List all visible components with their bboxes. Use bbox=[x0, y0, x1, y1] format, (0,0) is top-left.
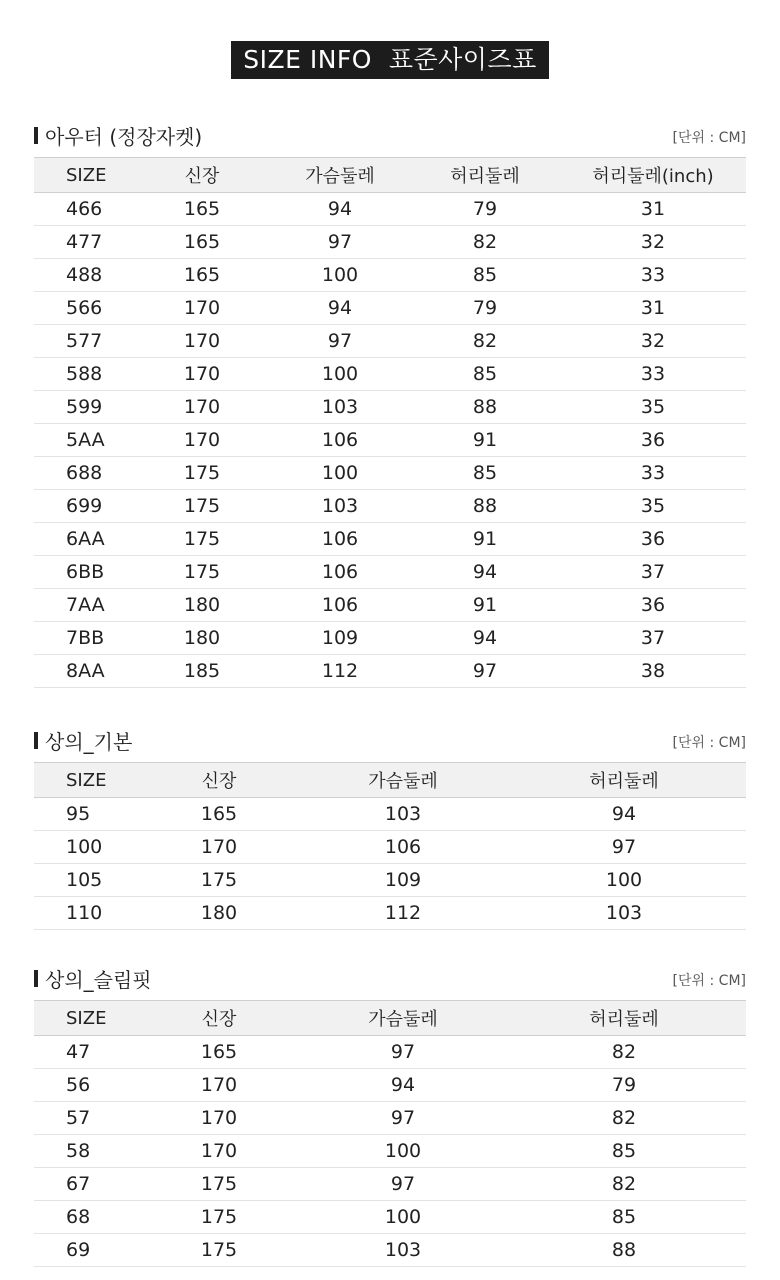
measure-cell: 97 bbox=[270, 325, 410, 358]
unit-label: [단위 : CM] bbox=[672, 130, 746, 146]
table-row bbox=[34, 798, 746, 831]
unit-label: [단위 : CM] bbox=[672, 973, 746, 989]
measure-cell: 33 bbox=[560, 259, 746, 292]
measure-cell: 82 bbox=[502, 1036, 746, 1069]
size-table bbox=[34, 762, 746, 930]
measure-cell: 100 bbox=[304, 1201, 502, 1234]
size-cell: 566 bbox=[34, 292, 134, 325]
unit-label: [단위 : CM] bbox=[672, 735, 746, 751]
measure-cell: 88 bbox=[410, 490, 560, 523]
measure-cell: 33 bbox=[560, 457, 746, 490]
section-title-text: 상의_슬림핏 bbox=[45, 968, 152, 992]
column-header: SIZE bbox=[34, 158, 134, 193]
size-cell: 69 bbox=[34, 1234, 134, 1267]
measure-cell: 79 bbox=[410, 193, 560, 226]
table-row bbox=[34, 292, 746, 325]
measure-cell: 175 bbox=[134, 457, 270, 490]
measure-cell: 32 bbox=[560, 325, 746, 358]
measure-cell: 79 bbox=[410, 292, 560, 325]
section-top-slimfit bbox=[34, 964, 746, 1267]
measure-cell: 85 bbox=[410, 457, 560, 490]
measure-cell: 175 bbox=[134, 490, 270, 523]
measure-cell: 100 bbox=[502, 864, 746, 897]
measure-cell: 85 bbox=[410, 259, 560, 292]
measure-cell: 165 bbox=[134, 226, 270, 259]
table-row bbox=[34, 358, 746, 391]
section-marker-icon bbox=[34, 732, 38, 749]
measure-cell: 112 bbox=[304, 897, 502, 930]
measure-cell: 170 bbox=[134, 1135, 304, 1168]
section-marker-icon bbox=[34, 970, 38, 987]
measure-cell: 100 bbox=[304, 1135, 502, 1168]
measure-cell: 165 bbox=[134, 798, 304, 831]
size-cell: 688 bbox=[34, 457, 134, 490]
measure-cell: 103 bbox=[304, 1234, 502, 1267]
size-cell: 56 bbox=[34, 1069, 134, 1102]
measure-cell: 106 bbox=[270, 589, 410, 622]
column-header: 가슴둘레 bbox=[270, 158, 410, 193]
table-row bbox=[34, 864, 746, 897]
size-cell: 68 bbox=[34, 1201, 134, 1234]
measure-cell: 91 bbox=[410, 523, 560, 556]
measure-cell: 31 bbox=[560, 292, 746, 325]
size-cell: 488 bbox=[34, 259, 134, 292]
column-header: 신장 bbox=[134, 1001, 304, 1036]
measure-cell: 175 bbox=[134, 556, 270, 589]
measure-cell: 88 bbox=[410, 391, 560, 424]
table-row bbox=[34, 259, 746, 292]
measure-cell: 170 bbox=[134, 358, 270, 391]
measure-cell: 91 bbox=[410, 589, 560, 622]
measure-cell: 97 bbox=[304, 1168, 502, 1201]
table-row bbox=[34, 1036, 746, 1069]
measure-cell: 180 bbox=[134, 622, 270, 655]
measure-cell: 165 bbox=[134, 193, 270, 226]
measure-cell: 97 bbox=[304, 1036, 502, 1069]
measure-cell: 170 bbox=[134, 831, 304, 864]
measure-cell: 94 bbox=[270, 292, 410, 325]
page-title: SIZE INFO 표준사이즈표 bbox=[231, 41, 549, 79]
measure-cell: 109 bbox=[270, 622, 410, 655]
table-header-row bbox=[34, 1001, 746, 1036]
table-header-row bbox=[34, 158, 746, 193]
measure-cell: 94 bbox=[270, 193, 410, 226]
section-header bbox=[34, 726, 746, 762]
table-row bbox=[34, 1234, 746, 1267]
measure-cell: 91 bbox=[410, 424, 560, 457]
measure-cell: 82 bbox=[410, 325, 560, 358]
measure-cell: 180 bbox=[134, 589, 270, 622]
table-row bbox=[34, 622, 746, 655]
column-header: 가슴둘레 bbox=[304, 1001, 502, 1036]
measure-cell: 180 bbox=[134, 897, 304, 930]
measure-cell: 36 bbox=[560, 589, 746, 622]
section-header bbox=[34, 964, 746, 1000]
table-row bbox=[34, 391, 746, 424]
measure-cell: 100 bbox=[270, 259, 410, 292]
section-outer-jacket bbox=[34, 121, 746, 688]
section-marker-icon bbox=[34, 127, 38, 144]
measure-cell: 175 bbox=[134, 523, 270, 556]
measure-cell: 37 bbox=[560, 556, 746, 589]
table-row bbox=[34, 1168, 746, 1201]
size-cell: 588 bbox=[34, 358, 134, 391]
size-cell: 699 bbox=[34, 490, 134, 523]
size-cell: 110 bbox=[34, 897, 134, 930]
measure-cell: 100 bbox=[270, 358, 410, 391]
measure-cell: 175 bbox=[134, 1234, 304, 1267]
measure-cell: 37 bbox=[560, 622, 746, 655]
size-cell: 8AA bbox=[34, 655, 134, 688]
section-title-text: 상의_기본 bbox=[45, 730, 133, 754]
table-row bbox=[34, 325, 746, 358]
measure-cell: 175 bbox=[134, 1201, 304, 1234]
size-cell: 100 bbox=[34, 831, 134, 864]
measure-cell: 94 bbox=[502, 798, 746, 831]
measure-cell: 100 bbox=[270, 457, 410, 490]
measure-cell: 94 bbox=[410, 556, 560, 589]
measure-cell: 35 bbox=[560, 391, 746, 424]
table-row bbox=[34, 897, 746, 930]
measure-cell: 36 bbox=[560, 523, 746, 556]
size-cell: 466 bbox=[34, 193, 134, 226]
table-row bbox=[34, 523, 746, 556]
column-header: 신장 bbox=[134, 158, 270, 193]
measure-cell: 82 bbox=[502, 1168, 746, 1201]
column-header: 가슴둘레 bbox=[304, 763, 502, 798]
size-cell: 599 bbox=[34, 391, 134, 424]
size-cell: 105 bbox=[34, 864, 134, 897]
table-row bbox=[34, 655, 746, 688]
measure-cell: 170 bbox=[134, 292, 270, 325]
column-header: 허리둘레 bbox=[410, 158, 560, 193]
measure-cell: 103 bbox=[502, 897, 746, 930]
measure-cell: 97 bbox=[304, 1102, 502, 1135]
column-header: 허리둘레(inch) bbox=[560, 158, 746, 193]
column-header: 신장 bbox=[134, 763, 304, 798]
table-row bbox=[34, 457, 746, 490]
measure-cell: 82 bbox=[410, 226, 560, 259]
measure-cell: 170 bbox=[134, 1102, 304, 1135]
size-cell: 67 bbox=[34, 1168, 134, 1201]
measure-cell: 94 bbox=[304, 1069, 502, 1102]
size-cell: 6AA bbox=[34, 523, 134, 556]
measure-cell: 106 bbox=[270, 523, 410, 556]
measure-cell: 85 bbox=[502, 1201, 746, 1234]
measure-cell: 33 bbox=[560, 358, 746, 391]
section-title bbox=[34, 726, 132, 755]
measure-cell: 175 bbox=[134, 1168, 304, 1201]
size-cell: 7AA bbox=[34, 589, 134, 622]
page-title-wrap bbox=[0, 41, 780, 79]
table-row bbox=[34, 1069, 746, 1102]
table-row bbox=[34, 589, 746, 622]
section-header bbox=[34, 121, 746, 157]
table-row bbox=[34, 1201, 746, 1234]
measure-cell: 103 bbox=[270, 490, 410, 523]
measure-cell: 106 bbox=[304, 831, 502, 864]
measure-cell: 170 bbox=[134, 391, 270, 424]
measure-cell: 175 bbox=[134, 864, 304, 897]
size-cell: 95 bbox=[34, 798, 134, 831]
column-header: SIZE bbox=[34, 763, 134, 798]
measure-cell: 31 bbox=[560, 193, 746, 226]
size-cell: 577 bbox=[34, 325, 134, 358]
measure-cell: 170 bbox=[134, 1069, 304, 1102]
column-header: 허리둘레 bbox=[502, 1001, 746, 1036]
size-cell: 6BB bbox=[34, 556, 134, 589]
section-title bbox=[34, 121, 202, 150]
size-cell: 47 bbox=[34, 1036, 134, 1069]
measure-cell: 94 bbox=[410, 622, 560, 655]
table-row bbox=[34, 490, 746, 523]
measure-cell: 82 bbox=[502, 1102, 746, 1135]
table-row bbox=[34, 831, 746, 864]
measure-cell: 103 bbox=[304, 798, 502, 831]
measure-cell: 170 bbox=[134, 325, 270, 358]
measure-cell: 97 bbox=[502, 831, 746, 864]
measure-cell: 109 bbox=[304, 864, 502, 897]
measure-cell: 170 bbox=[134, 424, 270, 457]
measure-cell: 32 bbox=[560, 226, 746, 259]
size-cell: 477 bbox=[34, 226, 134, 259]
section-top-basic bbox=[34, 726, 746, 930]
size-cell: 57 bbox=[34, 1102, 134, 1135]
table-header-row bbox=[34, 763, 746, 798]
size-table bbox=[34, 1000, 746, 1267]
table-row bbox=[34, 193, 746, 226]
measure-cell: 85 bbox=[502, 1135, 746, 1168]
table-row bbox=[34, 1135, 746, 1168]
measure-cell: 85 bbox=[410, 358, 560, 391]
measure-cell: 112 bbox=[270, 655, 410, 688]
measure-cell: 97 bbox=[410, 655, 560, 688]
size-table bbox=[34, 157, 746, 688]
measure-cell: 88 bbox=[502, 1234, 746, 1267]
measure-cell: 106 bbox=[270, 424, 410, 457]
table-row bbox=[34, 226, 746, 259]
measure-cell: 35 bbox=[560, 490, 746, 523]
table-row bbox=[34, 1102, 746, 1135]
column-header: 허리둘레 bbox=[502, 763, 746, 798]
measure-cell: 36 bbox=[560, 424, 746, 457]
size-cell: 7BB bbox=[34, 622, 134, 655]
section-title bbox=[34, 964, 152, 993]
size-cell: 5AA bbox=[34, 424, 134, 457]
size-cell: 58 bbox=[34, 1135, 134, 1168]
measure-cell: 165 bbox=[134, 259, 270, 292]
measure-cell: 79 bbox=[502, 1069, 746, 1102]
table-row bbox=[34, 424, 746, 457]
measure-cell: 38 bbox=[560, 655, 746, 688]
measure-cell: 97 bbox=[270, 226, 410, 259]
measure-cell: 106 bbox=[270, 556, 410, 589]
section-title-text: 아우터 (정장자켓) bbox=[45, 125, 203, 149]
measure-cell: 185 bbox=[134, 655, 270, 688]
table-row bbox=[34, 556, 746, 589]
measure-cell: 103 bbox=[270, 391, 410, 424]
measure-cell: 165 bbox=[134, 1036, 304, 1069]
column-header: SIZE bbox=[34, 1001, 134, 1036]
